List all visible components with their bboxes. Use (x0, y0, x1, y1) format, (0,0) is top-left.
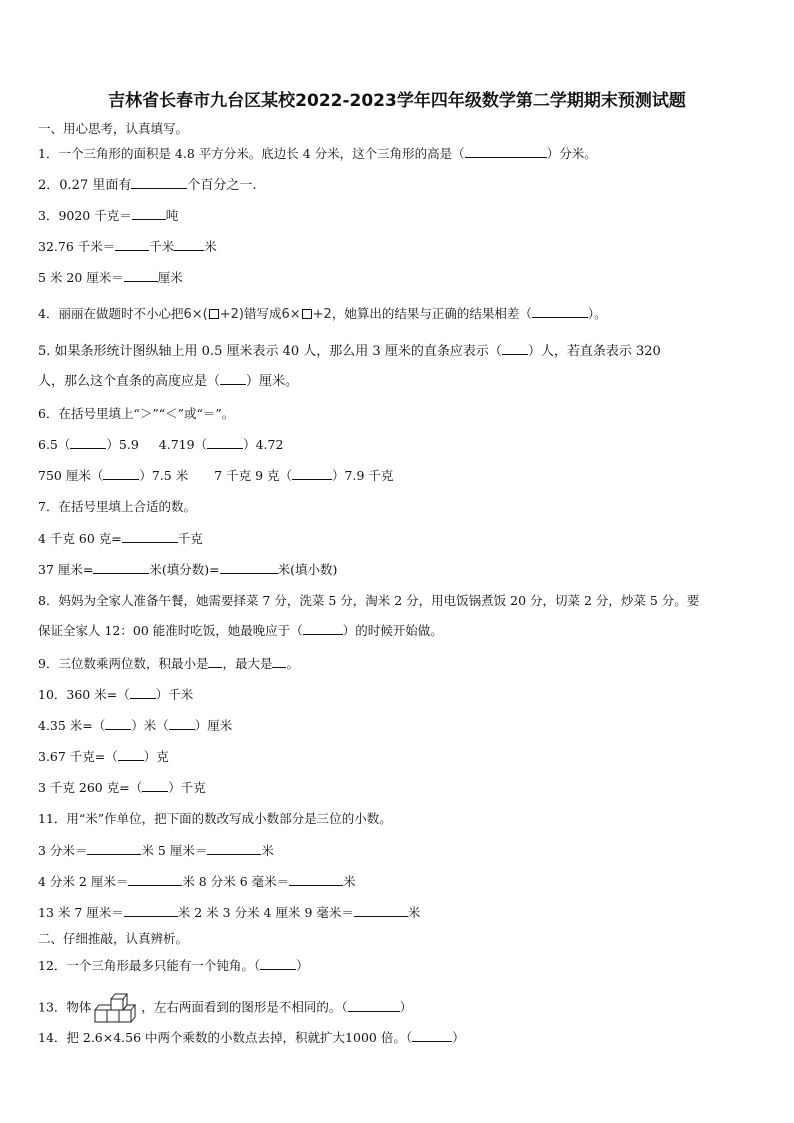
question-9-text-c: 。 (286, 656, 299, 671)
answer-blank[interactable] (412, 1029, 452, 1042)
answer-blank[interactable] (132, 207, 166, 220)
question-13-text-b: ，左右两面看到的图形是不相同的。（ (141, 999, 348, 1015)
question-3b-text-a: 32.76 千米＝ (38, 239, 116, 254)
question-10a-text-b: ）千米 (155, 687, 194, 702)
question-11b-text-b: 米 8 分米 6 毫米＝ (182, 874, 290, 889)
answer-blank[interactable] (103, 467, 139, 480)
question-9-text-a: 9．三位数乘两位数，积最小是 (38, 656, 209, 671)
question-10d (38, 779, 206, 797)
question-2-text-b: 个百分之一. (187, 178, 257, 193)
question-5-text-a: 5. 如果条形统计图纵轴上用 0.5 厘米表示 40 人，那么用 3 厘米的直条应表示（ (38, 344, 502, 359)
math-part: +2 (312, 307, 332, 322)
question-6a (38, 436, 283, 454)
question-6a-text-b: ）5.9 (106, 437, 139, 452)
answer-blank[interactable] (532, 305, 588, 318)
question-3a-text-b: 吨 (165, 208, 179, 223)
answer-blank[interactable] (207, 436, 243, 449)
math-part: 6× (281, 307, 301, 322)
answer-blank[interactable] (292, 467, 332, 480)
question-7a-text-a: 4 千克 60 克= (38, 531, 122, 546)
question-6b-text-d: ）7.9 千克 (332, 468, 394, 483)
question-14-text-a: 14．把 2.6×4.56 中两个乘数的小数点去掉，积就扩大1000 倍。（ (38, 1030, 413, 1045)
question-6b-text-a: 750 厘米（ (38, 468, 104, 483)
answer-blank[interactable] (220, 372, 246, 385)
question-4-text-c: ，她算出的结果与正确的结果相差（ (331, 306, 532, 321)
answer-blank[interactable] (105, 717, 131, 730)
question-3b-text-b: 千米 (149, 239, 175, 254)
question-4 (38, 305, 607, 324)
placeholder-square-icon (302, 309, 312, 319)
answer-blank[interactable] (465, 145, 547, 158)
question-2 (38, 176, 257, 195)
question-9-text-b: ，最大是 (222, 656, 273, 671)
question-13-text-a: 13．物体 (38, 999, 92, 1015)
question-13 (38, 991, 412, 1025)
question-3b-text-c: 米 (204, 239, 217, 254)
question-2-text-a: 2．0.27 里面有 (38, 178, 132, 193)
question-10d-text-b: ）千克 (168, 780, 206, 795)
question-10a-text-a: 10．360 米=（ (38, 687, 130, 702)
question-10d-text-a: 3 千克 260 克=（ (38, 780, 143, 795)
question-5-text-b: ）人，若直条表示 320 (527, 344, 661, 359)
question-10b-text-c: ）厘米 (194, 718, 233, 733)
question-10c (38, 748, 169, 766)
question-11b-text-c: 米 (343, 874, 356, 889)
placeholder-square-icon (209, 309, 219, 319)
question-5-line-2 (38, 372, 298, 391)
question-3a (38, 207, 178, 225)
question-11a-text-b: 米 5 厘米＝ (141, 843, 208, 858)
question-3c-text-a: 5 米 20 厘米＝ (38, 270, 124, 285)
question-14-text-b: ） (452, 1030, 465, 1045)
question-10b (38, 717, 232, 735)
answer-blank[interactable] (118, 748, 144, 761)
question-1-text-b: ）分米。 (546, 146, 597, 161)
answer-blank[interactable] (348, 999, 400, 1012)
question-7a-text-b: 千克 (177, 531, 203, 546)
answer-blank[interactable] (260, 957, 296, 970)
question-10a (38, 686, 193, 704)
answer-blank[interactable] (115, 238, 149, 251)
question-5-text-c: 人，那么这个直条的高度应是（ (38, 374, 221, 389)
question-11c-text-a: 13 米 7 厘米＝ (38, 905, 124, 920)
question-12 (38, 957, 309, 975)
answer-blank[interactable] (130, 686, 156, 699)
section-heading-1: 一、用心思考，认真填写。 (38, 121, 189, 136)
question-6a-text-d: ）4.72 (243, 437, 284, 452)
page-title: 吉林省长春市九台区某校2022-2023学年四年级数学第二学期期末预测试题 (108, 91, 686, 111)
question-11b-text-a: 4 分米 2 厘米＝ (38, 874, 129, 889)
question-4-text-d: ）。 (587, 306, 607, 321)
question-7b (38, 561, 337, 579)
question-8-text-a: 8．妈妈为全家人准备午餐，她需要择菜 7 分，洗菜 5 分，淘米 2 分，用电饭锅煮饭 20 分，切菜 2 分，炒菜 5 分。要 (38, 593, 700, 608)
question-11c-text-c: 米 (407, 905, 421, 920)
answer-blank[interactable] (272, 655, 286, 668)
answer-blank[interactable] (122, 530, 178, 543)
question-10c-text-a: 3.67 千克=（ (38, 749, 118, 764)
answer-blank[interactable] (208, 655, 222, 668)
question-10b-text-a: 4.35 米=（ (38, 718, 106, 733)
answer-blank[interactable] (174, 238, 204, 251)
question-4-text-b: 错写成 (243, 306, 282, 321)
question-11c-text-b: 米 2 米 3 分米 4 厘米 9 毫米＝ (177, 905, 354, 920)
question-11b (38, 873, 356, 891)
answer-blank[interactable] (289, 873, 343, 886)
math-part: 6×( (183, 307, 208, 322)
question-7b-text-a: 37 厘米= (38, 562, 94, 577)
answer-blank[interactable] (220, 561, 278, 574)
question-11a-text-c: 米 (261, 843, 274, 858)
question-10c-text-b: ）克 (143, 749, 169, 764)
answer-blank[interactable] (124, 904, 178, 917)
question-12-text-b: ） (296, 958, 309, 973)
question-11a-text-a: 3 分米＝ (38, 843, 88, 858)
question-12-text-a: 12．一个三角形最多只能有一个钝角。（ (38, 958, 261, 973)
question-9 (38, 655, 299, 673)
answer-blank[interactable] (142, 779, 168, 792)
question-7: 7．在括号里填上合适的数。 (38, 499, 196, 514)
question-1 (38, 145, 597, 163)
answer-blank[interactable] (502, 342, 528, 355)
question-3c (38, 269, 183, 287)
question-4-text-a: 4．丽丽在做题时不小心把 (38, 306, 184, 321)
question-6b-text-c: 7 千克 9 克（ (214, 468, 293, 483)
question-5-text-d: ）厘米。 (246, 374, 299, 389)
question-7b-text-c: 米(填小数) (277, 562, 338, 577)
question-7b-text-b: 米(填分数)= (149, 562, 220, 577)
question-7a (38, 530, 203, 548)
question-14 (38, 1029, 465, 1047)
question-6: 6．在括号里填上“＞”“＜”或“＝”。 (38, 406, 235, 421)
question-3a-text-a: 3．9020 千克＝ (38, 208, 132, 223)
answer-blank[interactable] (124, 269, 158, 282)
section-heading-2: 二、仔细推敲，认真辨析。 (38, 931, 189, 946)
question-10b-text-b: ）米（ (131, 718, 169, 733)
question-11c (38, 904, 420, 922)
question-8-text-b: 保证全家人 12：00 能准时吃饭，她最晚应于（ (38, 623, 303, 638)
question-6a-text-a: 6.5（ (38, 437, 71, 452)
answer-blank[interactable] (93, 561, 149, 574)
question-6b-text-b: ）7.5 米 (139, 468, 189, 483)
answer-blank[interactable] (169, 717, 195, 730)
answer-blank[interactable] (303, 622, 343, 635)
answer-blank[interactable] (128, 873, 182, 886)
answer-blank[interactable] (131, 176, 187, 189)
question-13-text-c: ） (399, 999, 413, 1015)
answer-blank[interactable] (207, 842, 261, 855)
question-5-line-1 (38, 342, 661, 361)
stacked-cubes-icon (93, 991, 139, 1025)
question-8-line-1 (38, 592, 699, 610)
question-6a-text-c: 4.719（ (158, 437, 208, 452)
question-3c-text-b: 厘米 (157, 270, 183, 285)
question-6b (38, 467, 393, 485)
math-part: +2) (219, 307, 244, 322)
answer-blank[interactable] (354, 904, 408, 917)
question-11a (38, 842, 274, 860)
question-3b (38, 238, 217, 256)
question-8-text-c: ）的时候开始做。 (342, 623, 443, 638)
question-1-text-a: 1．一个三角形的面积是 4.8 平方分米。底边长 4 分米，这个三角形的高是（ (38, 146, 465, 161)
math-expression-correct (183, 307, 244, 322)
math-expression-wrong (281, 307, 331, 322)
question-11: 11．用“米”作单位，把下面的数改写成小数部分是三位的小数。 (38, 811, 392, 826)
answer-blank[interactable] (70, 436, 106, 449)
question-8-line-2 (38, 622, 443, 640)
answer-blank[interactable] (87, 842, 141, 855)
